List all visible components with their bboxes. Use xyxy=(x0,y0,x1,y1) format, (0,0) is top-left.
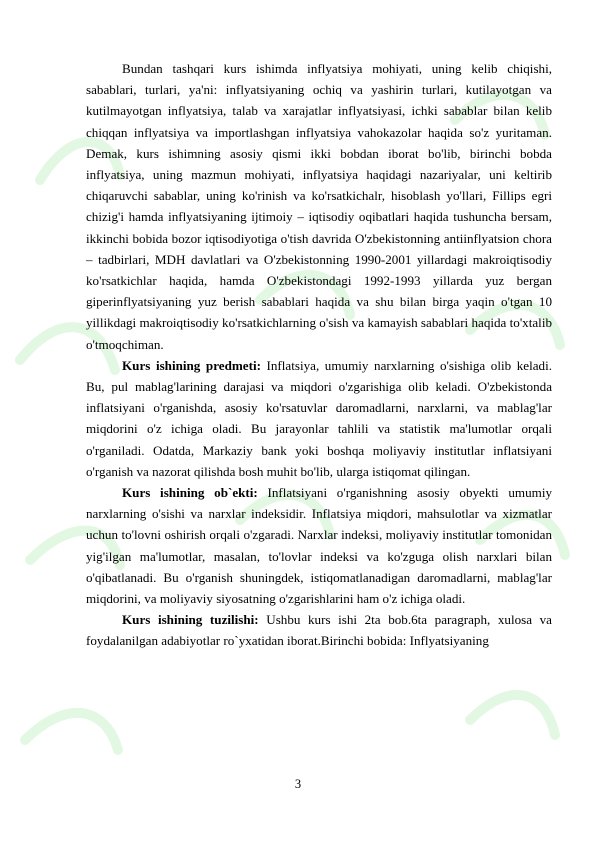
paragraph-intro xyxy=(86,58,552,355)
paragraph-text: Inflatsiyani o'rganishning asosiy obyekti umumiy narxlarning o'sishi va narxlar indeksidir. Inflatsiya miqdori, mahsulotlar va xizmatlar uchun to'lovni oshirish orqali o'zgaradi. Narxlar indeksi, moliyaviy institutlar tomonidan yig'ilgan ma'lumotlar, masalan, to'lovlar indeksi va ko'zguga olish narxlari bilan o'qibatlanadi. Bu o'rganish shuningdek, istiqomatlanadigan daromadlarni, mablag'lar miqdorini, va moliyaviy siyosatning o'zgarishlarini ham o'z ichiga oladi. xyxy=(86,485,553,607)
paragraph-object xyxy=(86,482,552,609)
page-number: 3 xyxy=(294,777,302,791)
paragraph-structure xyxy=(86,609,552,651)
paragraph-lead: Kurs ishining ob`ekti: xyxy=(122,485,258,501)
paragraph-text: Ushbu kurs ishi 2ta bob.6ta paragraph, xulosa va foydalanilgan adabiyotlar ro`yxatidan iborat.Birinchi bobida: Inflyatsiyaning xyxy=(86,612,552,649)
paragraph-lead: Kurs ishining tuzilishi: xyxy=(122,612,259,628)
paragraph-text: Inflatsiya, umumiy narxlarning o'sishiga olib keladi. Bu, pul mablag'larining darajasi va miqdori o'zgarishiga olib keladi. O'zbekistonda inflatsiyani o'rganishda, asosiy ko'rsatuvlar daromadlarni, narxlarni, va mablag'lar miqdorini o'z ichiga oladi. Bu jarayonlar tahlili va statistik ma'lumotlar orqali o'rganiladi. Odatda, Markaziy bank yoki boshqa moliyaviy institutlar inflatsiyani o'rganish va nazorat qilishda bosh muhit bo'lib, ularga istiqomat qilingan. xyxy=(86,357,552,479)
paragraph-lead: Kurs ishining predmeti: xyxy=(122,357,261,373)
paragraph-subject xyxy=(86,355,552,482)
document-body xyxy=(86,58,552,652)
paragraph-text: Bundan tashqari kurs ishimda inflyatsiya mohiyati, uning kelib chiqishi, sabablari, turlari, ya'ni: inflyatsiyaning ochiq va yashirin turlari, kutilayotgan va kutilmayotgan inflyatsiya, talab va xarajatlar inflyatsiyasi, ichki sabablar bilan kelib chiqqan inflyatsiya va importlashgan inflyatsiya vahokazolar haqida so'z yuritaman. Demak, kurs ishimning asosiy qismi ikki bobdan iborat bo'lib, birinchi bobda inflyatsiya, uning mazmun mohiyati, inflyatsiya haqidagi nazariyalar, uni keltirib chiqaruvchi sabablar, uning ko'rinish va ko'rsatkichalr, hisoblash yo'llari, Fillips egri chizig'i hamda inflyatsiyaning ijtimoiy – iqtisodiy oqibatlari haqida tushuncha bersam, ikkinchi bobida bozor iqtisodiyotiga o'tish davrida O'zbekistonning antiinflyatsion chora – tadbirlari, MDH davlatlari va O'zbekistonning 1990-2001 yillardagi makroiqtisodiy ko'rsatkichlar haqida, hamda O'zbekistondagi 1992-1993 yillarda yuz bergan giperinflyatsiyaning yuz berish sabablari haqida va shu bilan birga yaqin o'tgan 10 yillikdagi makroiqtisodiy ko'rsatkichlarning o'sish va kamayish sabablari haqida to'xtalib o'tmoqchiman. xyxy=(86,61,552,352)
